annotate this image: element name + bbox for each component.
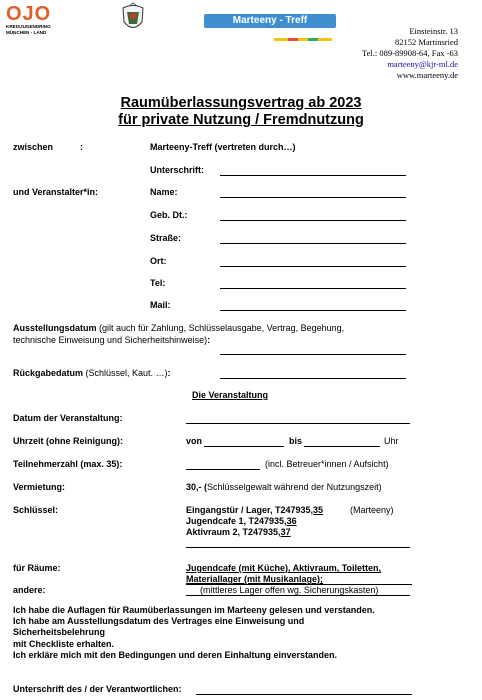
andere-label: andere: <box>13 585 46 595</box>
rueckgabe-line[interactable] <box>220 378 406 379</box>
strasse-label: Straße: <box>150 233 182 243</box>
unterschrift-label: Unterschrift: <box>150 165 205 175</box>
teilnehmer-label: Teilnehmerzahl (max. 35): <box>13 459 123 469</box>
rueckgabe-bold: Rückgabedatum <box>13 368 84 378</box>
ausstellung-text1: (gilt auch für Zahlung, Schlüsselausgabe, Vertrag, Begehung, <box>96 323 345 333</box>
kjr-logo-line1: KREISJUGENDRING <box>6 24 51 29</box>
bis-label: bis <box>289 436 303 446</box>
page-title <box>0 95 482 129</box>
declarations <box>13 605 473 661</box>
uhr-label: Uhr <box>384 436 399 446</box>
address-web: www.marteeny.de <box>396 70 458 80</box>
schluessel-line[interactable] <box>186 547 410 548</box>
ort-label: Ort: <box>150 256 167 266</box>
geb-dt-label: Geb. Dt.: <box>150 210 188 220</box>
vermietung-label: Vermietung: <box>13 482 66 492</box>
bis-line[interactable] <box>304 446 380 447</box>
mail-label: Mail: <box>150 300 171 310</box>
zwischen-label: zwischen <box>13 142 54 152</box>
keys-list <box>186 505 323 538</box>
kjr-logo <box>6 4 68 38</box>
declaration-line: Ich erkläre mich mit den Bedingungen und deren Einhaltung einverstanden. <box>13 649 338 660</box>
declaration-line: Ich habe am Ausstellungsdatum des Vertrages eine Einweisung und <box>13 616 305 627</box>
key-item: Jugendcafe 1, T247935,36 <box>186 516 297 526</box>
raeume-line1: Jugendcafe (mit Küche), Aktivraum, Toiletten, <box>186 563 382 573</box>
datum-line[interactable] <box>186 423 410 424</box>
andere-note: (mittleres Lager offen wg. Sicherungskasten) <box>200 585 379 595</box>
name-line[interactable] <box>220 197 406 198</box>
tel-line[interactable] <box>220 288 406 289</box>
raeume-label: für Räume: <box>13 563 61 573</box>
vermietung-value <box>186 482 382 492</box>
vermietung-note: Schlüsselgewalt während der Nutzungszeit) <box>207 482 382 492</box>
geb-dt-line[interactable] <box>220 220 406 221</box>
tel-label: Tel: <box>150 278 166 288</box>
rueckgabe-text <box>13 368 171 378</box>
signature-label: Unterschrift des / der Verantwortlichen: <box>13 684 182 694</box>
schluessel-label: Schlüssel: <box>13 505 59 515</box>
uhrzeit-label: Uhrzeit (ohne Reinigung): <box>13 436 123 446</box>
raeume-line2: Materiallager (mit Musikanlage); <box>186 574 324 584</box>
ausstellung-text <box>13 322 473 346</box>
veranstaltung-heading: Die Veranstaltung <box>192 390 269 400</box>
email-link[interactable]: marteeny@kjr-ml.de <box>387 59 458 69</box>
marteeny-logo-text: Marteeny - Treff <box>232 15 308 26</box>
marteeny-logo <box>204 14 336 28</box>
rueckgabe-colon: : <box>167 368 171 378</box>
kjr-logo-letters: OJO <box>6 3 52 25</box>
marteeny-logo-stripe <box>274 28 332 31</box>
andere-line[interactable] <box>186 595 410 596</box>
ort-line[interactable] <box>220 266 406 267</box>
declaration-line: Sicherheitsbelehrung <box>13 627 106 638</box>
unterschrift-line[interactable] <box>220 175 406 176</box>
title-line1: Raumüberlassungsvertrag ab 2023 <box>120 95 362 111</box>
von-line[interactable] <box>204 446 284 447</box>
zwischen-colon: : <box>80 142 83 152</box>
veranstalter-label: und Veranstalter*in: <box>13 187 99 197</box>
mail-line[interactable] <box>220 310 406 311</box>
strasse-line[interactable] <box>220 243 406 244</box>
teilnehmer-note: (incl. Betreuer*innen / Aufsicht) <box>265 459 389 469</box>
rueckgabe-note: (Schlüssel, Kaut. …) <box>83 368 168 378</box>
signature-line[interactable] <box>196 694 412 695</box>
ausstellung-colon: : <box>207 335 211 345</box>
address-street: Einsteinstr. 13 <box>409 26 458 36</box>
address-phone: Tel.: 089-89908-64, Fax -63 <box>362 48 458 58</box>
key-item: Eingangstür / Lager, T247935,35 <box>186 505 324 515</box>
teilnehmer-line[interactable] <box>186 469 260 470</box>
title-line2: für private Nutzung / Fremdnutzung <box>118 112 364 128</box>
key-item: Aktivraum 2, T247935,37 <box>186 527 291 537</box>
municipal-crest-icon <box>120 2 146 34</box>
name-label: Name: <box>150 187 178 197</box>
ausstellung-text2: technische Einweisung und Sicherheitshinweise) <box>13 335 208 345</box>
address-city: 82152 Martinsried <box>394 37 458 47</box>
von-label: von <box>186 436 203 446</box>
key-note: (Marteeny) <box>350 505 394 515</box>
datum-label: Datum der Veranstaltung: <box>13 413 123 423</box>
vermietung-amount: 30,- ( <box>186 482 208 492</box>
declaration-line: mit Checkliste erhalten. <box>13 638 115 649</box>
zwischen-value: Marteeny-Treff (vertreten durch…) <box>150 142 296 152</box>
address-block <box>362 26 458 81</box>
declaration-line: Ich habe die Auflagen für Raumüberlassungen im Marteeny gelesen und verstanden. <box>13 605 375 615</box>
ausstellung-bold: Ausstellungsdatum <box>13 323 97 333</box>
ausstellung-line[interactable] <box>220 354 406 355</box>
kjr-logo-line2: MÜNCHEN - LAND <box>6 30 47 35</box>
raeume-list <box>186 563 381 585</box>
